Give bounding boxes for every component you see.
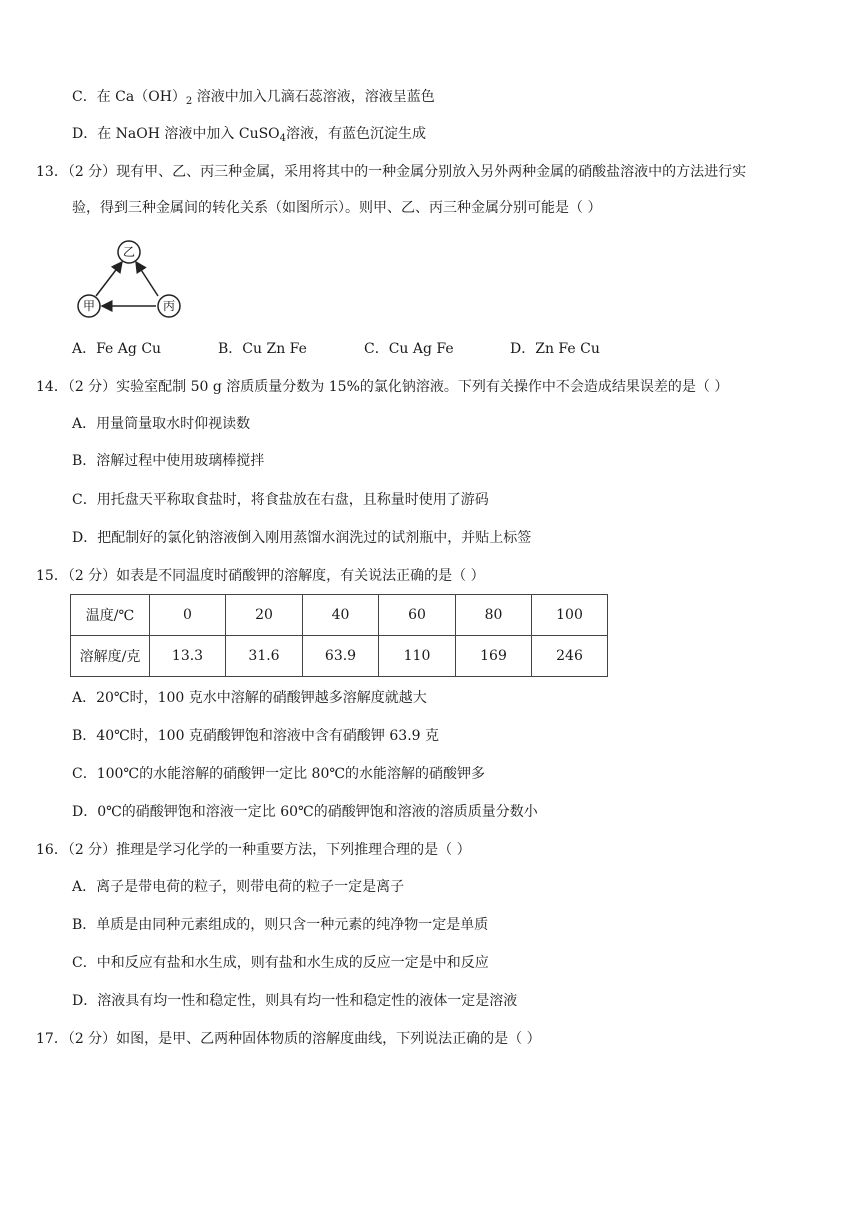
q13-options <box>72 339 600 359</box>
table-header-cell: 溶解度/克 <box>71 636 150 677</box>
table-cell: 0 <box>150 595 226 636</box>
arrow-bing-to-yi <box>136 262 158 296</box>
table-cell: 80 <box>456 595 532 636</box>
table-row-solubility <box>71 636 608 677</box>
table-cell: 20 <box>226 595 303 636</box>
table-cell: 246 <box>532 636 608 677</box>
node-jia-label: 甲 <box>82 299 96 313</box>
table-cell: 13.3 <box>150 636 226 677</box>
q14-option-b[interactable]: B．溶解过程中使用玻璃棒搅拌 <box>72 453 265 469</box>
q14-option-d[interactable]: D．把配制好的氯化钠溶液倒入刚用蒸馏水润洗过的试剂瓶中，并贴上标签 <box>72 530 532 546</box>
metal-conversion-diagram <box>72 236 192 326</box>
table-cell: 31.6 <box>226 636 303 677</box>
q15-option-a[interactable]: A．20℃时，100 克水中溶解的硝酸钾越多溶解度就越大 <box>72 690 427 706</box>
table-cell: 60 <box>379 595 456 636</box>
table-cell: 110 <box>379 636 456 677</box>
q16-stem: 16．（2 分）推理是学习化学的一种重要方法，下列推理合理的是（ ） <box>36 842 471 858</box>
q12-option-d: D．在 NaOH 溶液中加入 CuSO$_4$溶液，有蓝色沉淀生成 <box>72 126 427 144</box>
q13-stem-line1: 13．（2 分）现有甲、乙、丙三种金属，采用将其中的一种金属分别放入另外两种金属的硝酸盐溶液中的方法进行实 <box>36 164 747 180</box>
q12-option-c: C．在 $Ca(OH)_2$ 溶液中加入几滴石蕊溶液，溶液呈蓝色 <box>72 89 435 107</box>
q13-option-d[interactable]: D．Zn Fe Cu <box>510 341 600 357</box>
q16-option-c[interactable]: C．中和反应有盐和水生成，则有盐和水生成的反应一定是中和反应 <box>72 955 489 971</box>
q13-option-b[interactable]: B．Cu Zn Fe <box>218 341 307 357</box>
q13-option-a[interactable]: A．Fe Ag Cu <box>72 341 162 357</box>
q13-stem-line2: 验，得到三种金属间的转化关系（如图所示）。则甲、乙、丙三种金属分别可能是（ ） <box>72 200 602 216</box>
arrow-jia-to-yi <box>96 262 122 296</box>
solubility-table <box>70 594 608 677</box>
node-bing-label: 丙 <box>162 299 176 313</box>
node-yi-label: 乙 <box>122 245 136 259</box>
table-cell: 40 <box>303 595 379 636</box>
table-header-cell: 温度/℃ <box>71 595 150 636</box>
q15-stem: 15．（2 分）如表是不同温度时硝酸钾的溶解度，有关说法正确的是（ ） <box>36 568 485 584</box>
q16-option-b[interactable]: B．单质是由同种元素组成的，则只含一种元素的纯净物一定是单质 <box>72 917 489 933</box>
table-row-temperature <box>71 595 608 636</box>
q13-option-c[interactable]: C．Cu Ag Fe <box>364 341 454 357</box>
q15-option-d[interactable]: D．0℃的硝酸钾饱和溶液一定比 60℃的硝酸钾饱和溶液的溶质质量分数小 <box>72 804 538 820</box>
table-cell: 169 <box>456 636 532 677</box>
table-cell: 100 <box>532 595 608 636</box>
q15-option-b[interactable]: B．40℃时，100 克硝酸钾饱和溶液中含有硝酸钾 63.9 克 <box>72 728 440 744</box>
q14-option-c[interactable]: C．用托盘天平称取食盐时，将食盐放在右盘，且称量时使用了游码 <box>72 492 489 508</box>
q16-option-d[interactable]: D．溶液具有均一性和稳定性，则具有均一性和稳定性的液体一定是溶液 <box>72 993 518 1009</box>
q14-option-a[interactable]: A．用量筒量取水时仰视读数 <box>72 416 251 432</box>
q17-stem: 17．（2 分）如图，是甲、乙两种固体物质的溶解度曲线，下列说法正确的是（ ） <box>36 1031 541 1047</box>
q15-option-c[interactable]: C．100℃的水能溶解的硝酸钾一定比 80℃的水能溶解的硝酸钾多 <box>72 766 486 782</box>
q16-option-a[interactable]: A．离子是带电荷的粒子，则带电荷的粒子一定是离子 <box>72 879 405 895</box>
q14-stem: 14．（2 分）实验室配制 50 g 溶质质量分数为 15%的氯化钠溶液。下列有关操作中不会造成结果误差的是（ ） <box>36 379 729 395</box>
table-cell: 63.9 <box>303 636 379 677</box>
